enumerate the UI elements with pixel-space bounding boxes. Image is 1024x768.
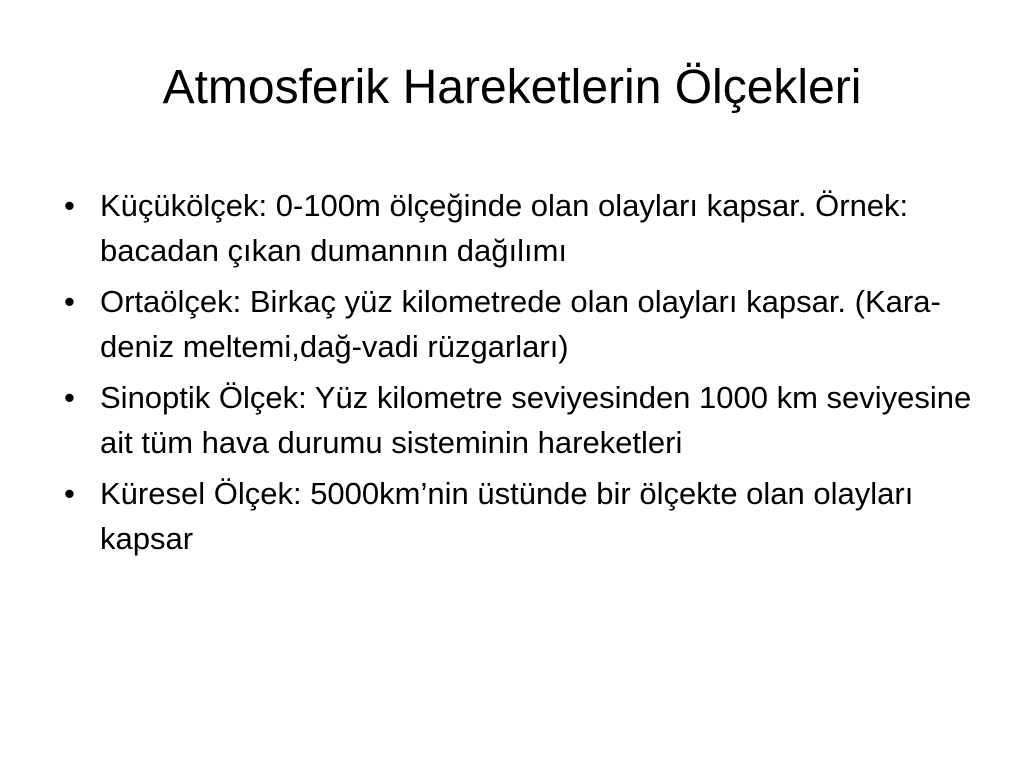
bullet-text: Küresel Ölçek: 5000km’nin üstünde bir ölçekte olan olayları kapsar [100,476,914,556]
bullet-text: Ortaölçek: Birkaç yüz kilometrede olan olayları kapsar. (Kara-deniz meltemi,dağ-vadi rüzgarları) [100,284,941,364]
bullet-icon: • [64,380,75,415]
bullet-list [64,183,984,567]
bullet-text: Sinoptik Ölçek: Yüz kilometre seviyesinden 1000 km seviyesine ait tüm hava durumu sisteminin hareketleri [100,380,972,460]
bullet-icon: • [64,284,75,319]
bullet-icon: • [64,188,75,223]
bullet-item [64,471,984,561]
bullet-item [64,375,984,465]
bullet-icon: • [64,476,75,511]
bullet-item [64,279,984,369]
bullet-text: Küçükölçek: 0-100m ölçeğinde olan olayları kapsar. Örnek: bacadan çıkan dumannın dağılımı [100,188,909,268]
slide-title: Atmosferik Hareketlerin Ölçekleri [162,61,862,114]
bullet-item [64,183,984,273]
